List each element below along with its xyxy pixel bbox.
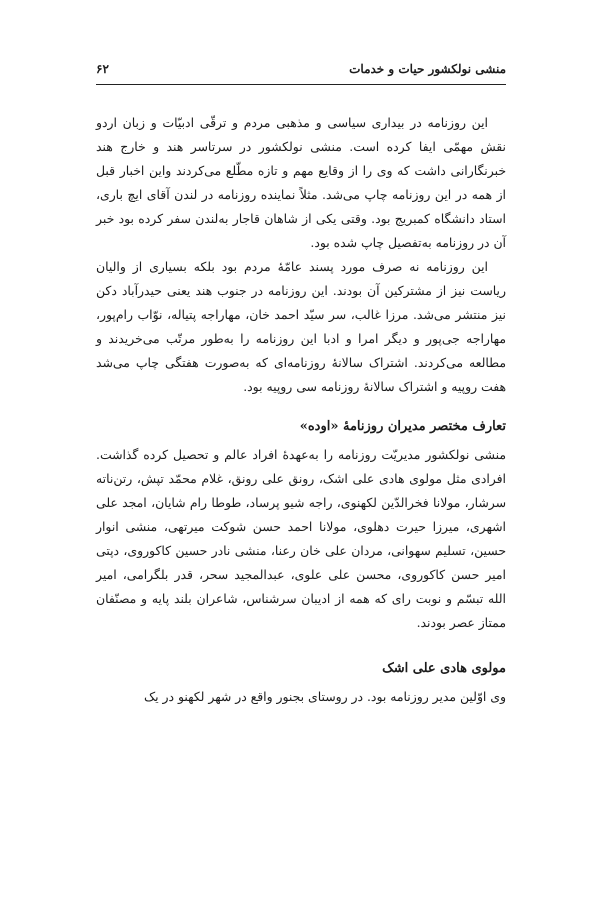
- paragraph-1: این روزنامه در بیداری سیاسی و مذهبی مردم و ترقّی ادبیّات و زبان اردو نقش مهمّی ایفا کرده است. منشی نولکشور در سرتاسر هند و خارج هند خبرنگارانی داشت که وی را از وقایع مهم و تازه مطّلع می‌کردند واین اخبار قبل از همه در این روزنامه چاپ می‌شد. مثلاً نماینده روزنامه در لندن آقای ایچ باری، استاد دانشگاه کمبریج بود. وقتی یکی از شاهان قاجار به‌لندن سفر کرده بود خبر آن در روزنامه به‌تفصیل چاپ شده بود.: [96, 115, 506, 250]
- paragraph-3: منشی نولکشور مدیریّت روزنامه را به‌عهدهٔ افراد عالم و تحصیل کرده گذاشت. افرادی مثل مولوی هادی علی اشک، رونق علی رونق، غلام محمّد تپش، رتن‌ناته سرشار، مولانا فخرالدّین لکهنوی، راجه شیو پرساد، طوطا رام شایان، امجد علی اشهری، میرزا حیرت دهلوی، مولانا احمد حسن شوکت میرتهی، منشی انوار حسین، تسلیم سهوانی، مردان علی خان رعنا، منشی نادر حسین کاکوروی، دپتی امیر حسن کاکوروی، محسن علی علوی، عبدالمجید سحر، قدر بلگرامی، امیر الله تبسّم و نوبت رای که همه از ادیبان سرشناس، شاعران بلند پایه و مصنّفان ممتاز عصر بودند.: [96, 447, 506, 630]
- section-heading-hadi-ali-ashk: مولوی هادی علی اشک: [382, 661, 506, 676]
- paragraph-4: وی اوّلین مدیر روزنامه بود. در روستای بجنور واقع در شهر لکهنو در یک: [144, 689, 506, 704]
- paragraph-2: این روزنامه نه صرف مورد پسند عامّهٔ مردم بود بلکه بسیاری از والیان ریاست نیز از مشترکین آن بودند. این روزنامه در جنوب هند یعنی حیدرآباد دکن نیز منتشر می‌شد. مرزا غالب، سر سیّد احمد خان، مهاراجه پتیاله، نوّاب رام‌پور، مهاراجه جی‌پور و دیگر امرا و ادبا این روزنامه را به‌طور مرتّب می‌خریدند و مطالعه می‌کردند. اشتراک سالانهٔ روزنامه‌ای که به‌صورت هفتگی چاپ می‌شد هفت روپیه و اشتراک سالانهٔ روزنامه سی روپیه بود.: [96, 259, 506, 394]
- running-title: منشی نولکشور حیات و خدمات: [349, 62, 506, 76]
- page-body: [96, 111, 506, 709]
- section-heading-editors: تعارف مختصر مدیران روزنامهٔ «اوده»: [299, 419, 506, 434]
- running-header: [96, 60, 506, 85]
- page-number: ۶۲: [96, 62, 109, 76]
